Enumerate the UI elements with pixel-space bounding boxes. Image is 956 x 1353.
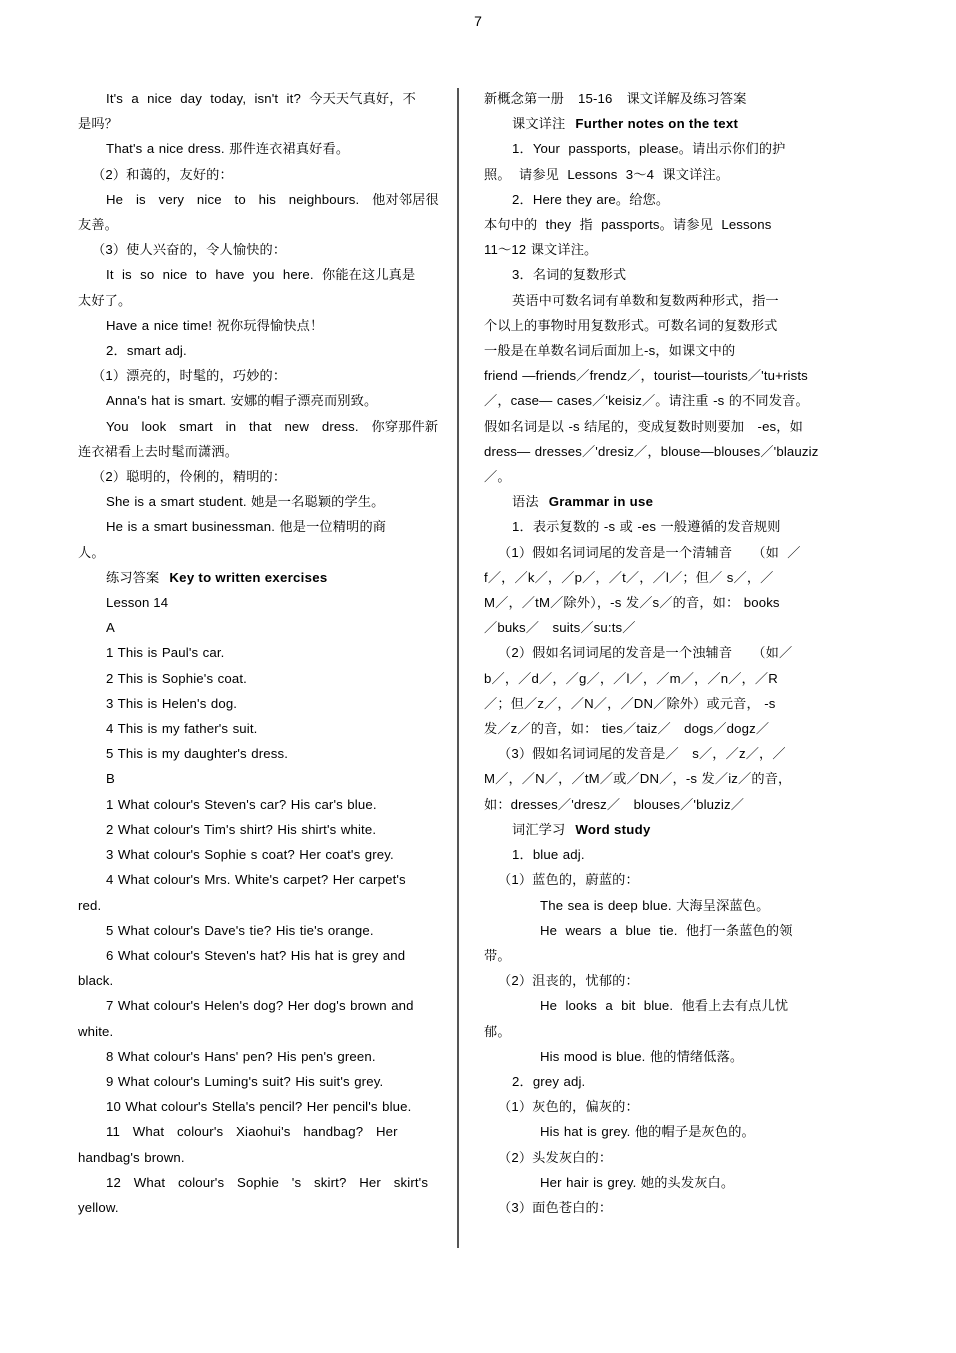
body-paragraph: 郁。: [484, 1023, 511, 1039]
grammar-heading-chinese: 语法: [512, 494, 539, 510]
body-paragraph: 1．Your passports, please。请出示你们的护: [512, 141, 786, 157]
notes-heading-chinese: 课文详注: [512, 116, 566, 132]
answer-item: 2 What colour's Tim's shirt? His shirt's white.: [106, 821, 377, 837]
body-paragraph: 带。: [484, 947, 511, 963]
key-heading-english: Key to written exercises: [169, 569, 328, 585]
body-paragraph: ／。: [484, 469, 511, 485]
body-paragraph: Anna's hat is smart. 安娜的帽子漂亮而别致。: [106, 393, 378, 409]
body-paragraph: （1）假如名词词尾的发音是一个清辅音 （如 ／: [498, 544, 801, 560]
answer-item: handbag's brown.: [78, 1149, 185, 1165]
body-paragraph: （2）聪明的，伶俐的，精明的：: [92, 469, 287, 485]
answer-item: red.: [78, 897, 102, 913]
body-paragraph: dress— dresses／'dresiz／，blouse—blouses／'blauziz: [484, 443, 819, 459]
body-paragraph: 2．Here they are。给您。: [512, 191, 670, 207]
body-paragraph: （1）蓝色的，蔚蓝的：: [498, 872, 639, 888]
answer-item: black.: [78, 973, 114, 989]
body-paragraph: 2．grey adj.: [512, 1073, 586, 1089]
notes-heading-english: Further notes on the text: [575, 116, 739, 132]
lesson-label: Lesson 14: [106, 595, 169, 611]
title-part-2: 15-16: [578, 91, 613, 106]
section-a-items: [78, 640, 445, 766]
body-paragraph: friend —friends／frendz／，tourist—tourists／'tu+rists: [484, 368, 808, 384]
body-paragraph: （1）灰色的，偏灰的：: [498, 1099, 639, 1115]
body-paragraph: （2）和蔼的，友好的：: [92, 166, 233, 182]
wordstudy-heading-chinese: 词汇学习: [512, 821, 566, 837]
body-paragraph: 连衣裙看上去时髦而潇洒。: [78, 443, 239, 459]
answer-item: 3 What colour's Sophie s coat? Her coat's grey.: [106, 847, 394, 863]
section-a-label: A: [106, 620, 115, 636]
title-part-3: 课文详解及练习答案: [626, 91, 747, 106]
grammar-paragraphs: [484, 514, 894, 816]
key-heading-chinese: 练习答案: [106, 569, 160, 585]
body-paragraph: 太好了。: [78, 292, 132, 308]
body-paragraph: ／；但／z／，／N／，／DN／除外）或元音， -s: [484, 695, 776, 711]
answer-item: 5 This is my daughter's dress.: [106, 746, 289, 762]
body-paragraph: 假如名词是以 -s 结尾的，变成复数时则要加 -es，如: [484, 418, 803, 434]
body-paragraph: 1．表示复数的 -s 或 -es 一般遵循的发音规则: [512, 519, 781, 535]
body-paragraph: 友善。: [78, 217, 119, 233]
body-paragraph: His mood is blue. 他的情绪低落。: [540, 1048, 744, 1064]
body-paragraph: （2）沮丧的，忧郁的：: [498, 973, 639, 989]
body-paragraph: ／，case— cases／'keisiz／。请注重 -s 的不同发音。: [484, 393, 809, 409]
body-paragraph: 照。 请参见 Lessons 3～4 课文详注。: [484, 166, 730, 182]
body-paragraph: （2）假如名词词尾的发音是一个浊辅音 （如／: [498, 645, 793, 661]
grammar-in-use-heading: [484, 489, 894, 514]
body-paragraph: Have a nice time! 祝你玩得愉快点！: [106, 317, 324, 333]
body-paragraph: That's a nice dress. 那件连衣裙真好看。: [106, 141, 350, 157]
body-paragraph: 一般是在单数名词后面加上-s，如课文中的: [484, 343, 736, 359]
body-paragraph: You look smart in that new dress. 你穿那件新: [106, 418, 439, 434]
body-paragraph: （3）使人兴奋的，令人愉快的：: [92, 242, 287, 258]
body-paragraph: 2．smart adj.: [106, 343, 187, 359]
answer-item: 1 This is Paul's car.: [106, 645, 225, 661]
body-paragraph: 发／z／的音，如： ties／taiz／ dogs／dogz／: [484, 721, 770, 737]
title-part-1: 新概念第一册: [484, 91, 565, 106]
body-paragraph: He looks a bit blue. 他看上去有点儿忧: [540, 998, 789, 1014]
answer-item: white.: [78, 1023, 114, 1039]
answer-item: 4 This is my father's suit.: [106, 721, 258, 737]
answer-item: 11 What colour's Xiaohui's handbag? Her: [106, 1124, 398, 1140]
further-notes-heading: [484, 111, 894, 136]
answer-item: 1 What colour's Steven's car? His car's blue.: [106, 796, 377, 812]
body-paragraph: f／，／k／，／p／，／t／，／l／；但／ s／，／: [484, 569, 774, 585]
body-paragraph: 11～12 课文详注。: [484, 242, 598, 258]
answer-item: 5 What colour's Dave's tie? His tie's orange.: [106, 922, 374, 938]
body-paragraph: It's a nice day today, isn't it? 今天天气真好，不: [106, 91, 416, 106]
body-paragraph: He is very nice to his neighbours. 他对邻居很: [106, 191, 439, 207]
answer-item: 6 What colour's Steven's hat? His hat is grey and: [106, 947, 406, 963]
further-notes-paragraphs: [484, 136, 894, 489]
grammar-heading-english: Grammar in use: [548, 494, 654, 510]
body-paragraph: She is a smart student. 她是一名聪颖的学生。: [106, 494, 385, 510]
word-study-paragraphs: [484, 842, 894, 1220]
body-paragraph: ／buks／ suits／su:ts／: [484, 620, 636, 636]
answer-item: yellow.: [78, 1199, 119, 1215]
body-paragraph: 个以上的事物时用复数形式。可数名词的复数形式: [484, 317, 778, 333]
body-paragraph: 英语中可数名词有单数和复数两种形式，指一: [512, 292, 779, 308]
right-column: [459, 86, 956, 1220]
body-paragraph: The sea is deep blue. 大海呈深蓝色。: [540, 897, 770, 913]
body-paragraph: It is so nice to have you here. 你能在这儿真是: [106, 267, 416, 283]
body-paragraph: He is a smart businessman. 他是一位精明的商: [106, 519, 387, 535]
page-number: 7: [474, 13, 482, 29]
answer-item: 12 What colour's Sophie 's skirt? Her skirt's: [106, 1174, 429, 1190]
body-paragraph: He wears a blue tie. 他打一条蓝色的领: [540, 922, 793, 938]
answer-item: 4 What colour's Mrs. White's carpet? Her carpet's: [106, 872, 406, 888]
body-paragraph: b／，／d／，／g／，／l／，／m／，／n／，／R: [484, 670, 778, 686]
answer-item: 2 This is Sophie's coat.: [106, 670, 247, 686]
body-paragraph: His hat is grey. 他的帽子是灰色的。: [540, 1124, 755, 1140]
body-paragraph: （3）假如名词词尾的发音是／ s／，／z／，／: [498, 746, 786, 762]
body-paragraph: M／，／tM／除外），-s 发／s／的音，如： books: [484, 595, 780, 611]
section-b-items: [78, 792, 445, 1220]
answer-item: 9 What colour's Luming's suit? His suit's grey.: [106, 1073, 384, 1089]
body-paragraph: （3）面色苍白的：: [498, 1199, 613, 1215]
document-title: [484, 86, 894, 111]
answer-item: 3 This is Helen's dog.: [106, 695, 238, 711]
body-paragraph: 如：dresses／'dresz／ blouses／'bluziz／: [484, 796, 745, 812]
body-paragraph: Her hair is grey. 她的头发灰白。: [540, 1174, 735, 1190]
answer-item: 10 What colour's Stella's pencil? Her pencil's blue.: [106, 1099, 412, 1115]
answer-item: 8 What colour's Hans' pen? His pen's green.: [106, 1048, 376, 1064]
body-paragraph: （1）漂亮的，时髦的，巧妙的：: [92, 368, 287, 384]
body-paragraph: M／，／N／，／tM／或／DN／，-s 发／iz／的音，: [484, 771, 792, 787]
left-column: [0, 86, 457, 1220]
word-study-heading: [484, 817, 894, 842]
answer-item: 7 What colour's Helen's dog? Her dog's brown and: [106, 998, 414, 1014]
body-paragraph: 本句中的 they 指 passports。请参见 Lessons: [484, 217, 772, 233]
body-paragraph: 3．名词的复数形式: [512, 267, 627, 283]
two-column-body: [0, 86, 956, 1248]
body-paragraph: 1．blue adj.: [512, 847, 585, 863]
left-column-paragraphs: [78, 86, 445, 565]
key-to-written-exercises-heading: [78, 565, 445, 590]
section-b-label: B: [106, 771, 115, 787]
wordstudy-heading-english: Word study: [575, 821, 651, 837]
body-paragraph: 人。: [78, 544, 105, 560]
body-paragraph: （2）头发灰白的：: [498, 1149, 613, 1165]
body-paragraph: 是吗？: [78, 116, 119, 132]
